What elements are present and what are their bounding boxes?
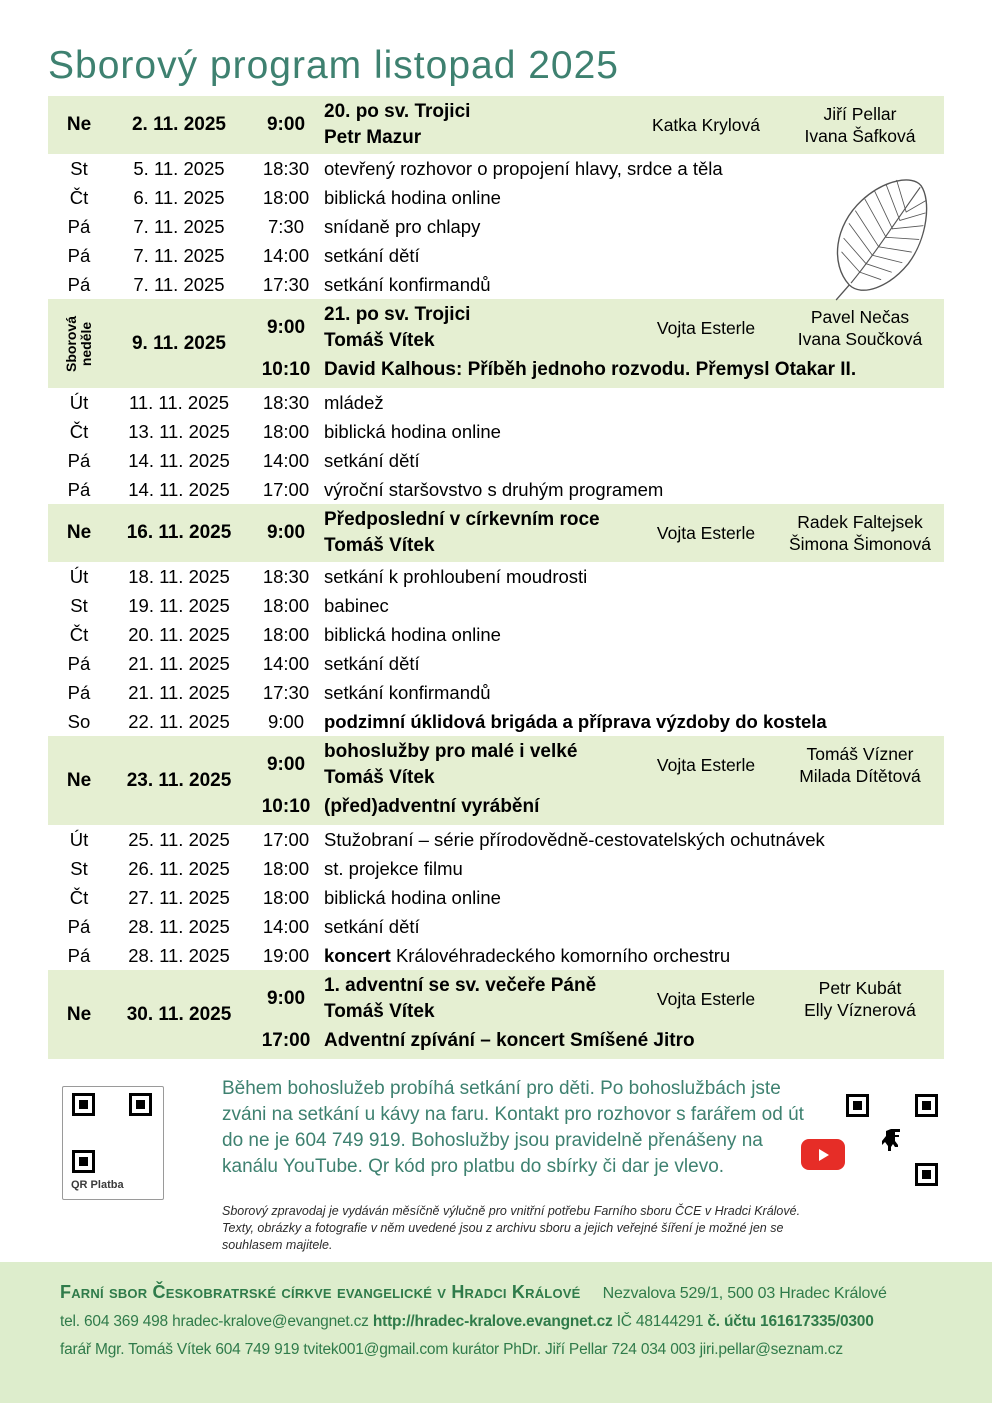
event-cell: setkání dětí	[324, 449, 420, 471]
date-cell: 27. 11. 2025	[128, 886, 230, 908]
date-cell: 14. 11. 2025	[128, 478, 230, 500]
day-cell: Čt	[69, 623, 89, 645]
table-row	[48, 883, 944, 912]
table-row	[48, 417, 944, 446]
event-cell: setkání konfirmandů	[324, 681, 491, 703]
table-row	[48, 591, 944, 620]
entry	[248, 354, 944, 385]
day-cell: St	[70, 857, 88, 879]
time-cell: 14:00	[262, 449, 310, 471]
event-cell: st. projekce filmu	[324, 857, 463, 879]
footer-contact: tel. 604 369 498 hradec-kralove@evangnet.cz	[60, 1313, 373, 1330]
event-cell: setkání dětí	[324, 915, 420, 937]
dino-icon	[878, 1124, 906, 1156]
qr-finder	[129, 1093, 152, 1116]
name-cell: Vojta Esterle	[656, 989, 756, 1009]
church-name: Farní sbor Českobratrské církve evangelické v Hradci Králové	[60, 1282, 581, 1302]
day-cell: So	[67, 710, 91, 732]
qr-finder	[72, 1150, 95, 1173]
time-cell: 18:00	[262, 186, 310, 208]
event-line: 21. po sv. Trojici	[324, 304, 471, 325]
event-line: Tomáš Vítek	[324, 535, 435, 556]
time-cell: 9:00	[266, 522, 306, 543]
event-line: Petr Mazur	[324, 127, 422, 148]
date-cell: 30. 11. 2025	[126, 1003, 232, 1025]
name-cell	[776, 743, 944, 787]
sunday-entries	[248, 302, 944, 385]
date-cell: 21. 11. 2025	[128, 681, 230, 703]
table-row	[48, 241, 944, 270]
name-line: Ivana Součková	[797, 329, 923, 349]
date-cell: 28. 11. 2025	[128, 944, 230, 966]
table-row	[48, 183, 944, 212]
date-cell: 9. 11. 2025	[131, 332, 227, 354]
day-cell	[48, 304, 110, 384]
table-row-sunday	[48, 970, 944, 1059]
event-cell	[324, 302, 636, 354]
day-cell: Pá	[67, 944, 91, 966]
time-cell: 18:00	[262, 857, 310, 879]
date-cell: 23. 11. 2025	[126, 769, 232, 791]
footer-line-1	[60, 1278, 944, 1308]
time-cell: 10:10	[261, 795, 311, 817]
day-cell: Čt	[69, 420, 89, 442]
date-cell: 7. 11. 2025	[133, 273, 225, 295]
day-cell: Pá	[67, 449, 91, 471]
day-cell: Pá	[67, 478, 91, 500]
event-cell: biblická hodina online	[324, 420, 501, 442]
time-cell: 9:00	[266, 988, 306, 1009]
day-cell: Ne	[66, 114, 92, 135]
table-row	[48, 620, 944, 649]
bank-account: č. účtu 161617335/0300	[707, 1313, 874, 1330]
event-cell	[324, 945, 944, 967]
event-line: 20. po sv. Trojici	[324, 101, 471, 122]
day-cell: Ne	[66, 1003, 92, 1025]
name-cell: Vojta Esterle	[656, 523, 756, 543]
time-cell: 10:10	[261, 358, 311, 380]
time-cell: 18:00	[262, 594, 310, 616]
day-cell: St	[70, 157, 88, 179]
name-cell	[776, 511, 944, 555]
table-row	[48, 825, 944, 854]
entry	[248, 973, 944, 1025]
event-cell: výroční staršovstvo s druhým programem	[324, 478, 664, 500]
table-row-sunday	[48, 504, 944, 562]
qr-payment-label: QR Platba	[71, 1179, 124, 1191]
name-cell	[776, 306, 944, 350]
sunday-vertical-label: Sborová neděle	[62, 315, 94, 372]
name-cell: Vojta Esterle	[656, 318, 756, 338]
footer	[0, 1262, 992, 1403]
date-cell: 5. 11. 2025	[133, 157, 225, 179]
time-cell: 9:00	[267, 710, 304, 732]
table-row	[48, 707, 944, 736]
event-rest-part: Královéhradeckého komorního orchestru	[390, 944, 731, 966]
time-cell: 18:00	[262, 886, 310, 908]
event-line: 1. adventní se sv. večeře Páně	[324, 975, 597, 996]
day-cell: Út	[69, 828, 89, 850]
table-row	[48, 562, 944, 591]
day-cell: Pá	[67, 273, 91, 295]
date-cell: 25. 11. 2025	[128, 828, 230, 850]
qr-youtube-code	[846, 1094, 938, 1186]
day-cell: Út	[69, 391, 89, 413]
time-cell: 18:00	[262, 623, 310, 645]
date-cell: 26. 11. 2025	[128, 857, 230, 879]
table-row-sunday	[48, 736, 944, 825]
sunday-entries	[248, 739, 944, 822]
event-cell	[324, 973, 636, 1025]
name-cell: Katka Krylová	[652, 115, 760, 135]
table-row-sunday	[48, 96, 944, 154]
time-cell: 17:00	[262, 478, 310, 500]
date-cell: 22. 11. 2025	[128, 710, 230, 732]
name-cell	[776, 977, 944, 1021]
table-row	[48, 446, 944, 475]
time-cell: 18:00	[262, 420, 310, 442]
date-cell: 14. 11. 2025	[128, 449, 230, 471]
leaf-sketch-icon	[825, 175, 943, 312]
event-line: Tomáš Vítek	[324, 330, 435, 351]
time-cell: 17:00	[262, 828, 310, 850]
qr-finder	[72, 1093, 95, 1116]
event-cell: otevřený rozhovor o propojení hlavy, srdce a těla	[324, 157, 723, 179]
date-cell: 13. 11. 2025	[128, 420, 230, 442]
time-cell: 18:30	[262, 565, 310, 587]
event-cell: Adventní zpívání – koncert Smíšené Jitro	[324, 1029, 695, 1051]
qr-payment-frame	[62, 1086, 164, 1200]
disclaimer-text: Sborový zpravodaj je vydáván měsíčně výlučně pro vnitřní potřebu Farního sboru ČCE v Hradci Králové. Texty, obrázky a fotografie v něm uvedené jsou z archivu sboru a jejich veřejné šíření je možné jen se souhlasem majitele.	[222, 1204, 801, 1252]
qr-finder	[915, 1094, 938, 1117]
event-cell: snídaně pro chlapy	[324, 215, 481, 237]
time-cell: 18:30	[262, 391, 310, 413]
event-cell: mládež	[324, 391, 384, 413]
date-cell: 11. 11. 2025	[128, 391, 230, 413]
event-bold-part: koncert	[324, 944, 391, 966]
table-row	[48, 154, 944, 183]
footer-ic: IČ 48144291	[612, 1313, 708, 1330]
date-cell: 7. 11. 2025	[133, 244, 225, 266]
name-line: Milada Dítětová	[799, 766, 921, 786]
youtube-play-icon	[801, 1139, 845, 1170]
date-cell: 7. 11. 2025	[133, 215, 225, 237]
event-cell: setkání dětí	[324, 244, 420, 266]
qr-payment-code	[72, 1093, 152, 1173]
time-cell: 14:00	[262, 652, 310, 674]
name-line: Petr Kubát	[818, 978, 902, 998]
table-row	[48, 912, 944, 941]
table-row	[48, 854, 944, 883]
time-cell: 14:00	[262, 244, 310, 266]
date-cell: 21. 11. 2025	[128, 652, 230, 674]
time-cell: 9:00	[266, 317, 306, 338]
event-cell: biblická hodina online	[324, 886, 501, 908]
name-line: Tomáš Vízner	[806, 744, 914, 764]
date-cell: 16. 11. 2025	[126, 522, 232, 543]
footer-line-3: farář Mgr. Tomáš Vítek 604 749 919 tvitek001@gmail.com kurátor PhDr. Jiří Pellar 724 034 003 jiri.pellar@seznam.cz	[60, 1341, 843, 1358]
church-address: Nezvalova 529/1, 500 03 Hradec Králové	[602, 1285, 887, 1302]
entry	[248, 791, 944, 822]
name-cell	[776, 103, 944, 147]
table-row	[48, 678, 944, 707]
day-cell: Čt	[69, 186, 89, 208]
time-cell: 14:00	[262, 915, 310, 937]
table-row	[48, 475, 944, 504]
name-line: Jiří Pellar	[823, 104, 897, 124]
name-line: Ivana Šafková	[804, 126, 916, 146]
time-cell: 9:00	[266, 114, 306, 135]
time-cell: 17:30	[262, 681, 310, 703]
day-cell: Pá	[67, 215, 91, 237]
day-cell: Ne	[66, 769, 92, 791]
day-cell: Pá	[67, 915, 91, 937]
table-row	[48, 388, 944, 417]
day-cell: Ne	[66, 522, 92, 543]
church-website-link: http://hradec-kralove.evangnet.cz	[372, 1313, 613, 1330]
time-cell: 19:00	[262, 944, 310, 966]
date-cell: 2. 11. 2025	[131, 114, 227, 135]
event-line: Tomáš Vítek	[324, 1001, 435, 1022]
name-line: Šimona Šimonová	[788, 534, 932, 554]
time-cell: 9:00	[266, 754, 306, 775]
table-row	[48, 941, 944, 970]
table-row	[48, 270, 944, 299]
event-line: Tomáš Vítek	[324, 767, 435, 788]
event-cell: setkání k prohloubení moudrosti	[324, 565, 588, 587]
name-line: Radek Faltejsek	[797, 512, 923, 532]
event-cell: biblická hodina online	[324, 186, 501, 208]
event-cell: Stužobraní – série přírodovědně-cestovatelských ochutnávek	[324, 828, 825, 850]
time-cell: 18:30	[262, 157, 310, 179]
time-cell: 7:30	[267, 215, 304, 237]
table-row-sunday	[48, 299, 944, 388]
event-cell: (před)adventní vyrábění	[324, 795, 540, 817]
qr-finder	[846, 1094, 869, 1117]
name-cell: Vojta Esterle	[656, 755, 756, 775]
footer-line-2	[60, 1308, 944, 1336]
event-cell	[324, 507, 636, 559]
name-line: Pavel Nečas	[810, 307, 910, 327]
event-cell: David Kalhous: Příběh jednoho rozvodu. Přemysl Otakar II.	[324, 358, 857, 380]
event-cell: setkání dětí	[324, 652, 420, 674]
qr-finder	[915, 1163, 938, 1186]
day-cell: Pá	[67, 244, 91, 266]
date-cell: 6. 11. 2025	[133, 186, 225, 208]
event-cell: setkání konfirmandů	[324, 273, 491, 295]
schedule-table	[48, 96, 944, 1059]
event-line: bohoslužby pro malé i velké	[324, 741, 578, 762]
event-cell: biblická hodina online	[324, 623, 501, 645]
event-cell: podzimní úklidová brigáda a příprava výzdoby do kostela	[324, 710, 827, 732]
entry	[248, 739, 944, 791]
day-cell: Čt	[69, 886, 89, 908]
event-cell: babinec	[324, 594, 389, 616]
table-row	[48, 212, 944, 241]
date-cell: 19. 11. 2025	[128, 594, 230, 616]
time-cell: 17:30	[262, 273, 310, 295]
date-cell: 18. 11. 2025	[128, 565, 230, 587]
event-cell	[324, 739, 636, 791]
page-title: Sborový program listopad 2025	[48, 44, 619, 87]
day-cell: Út	[69, 565, 89, 587]
day-cell: Pá	[67, 681, 91, 703]
date-cell: 20. 11. 2025	[128, 623, 230, 645]
name-line: Elly Víznerová	[804, 1000, 916, 1020]
event-cell	[324, 99, 636, 151]
time-cell: 17:00	[261, 1029, 311, 1051]
sunday-entries	[248, 973, 944, 1056]
info-paragraph: Během bohoslužeb probíhá setkání pro děti. Po bohoslužbách jste zváni na setkání u kávy na faru. Kontakt pro rozhovor s farářem od út do ne je 604 749 919. Bohoslužby jsou pravidelně přenášeny na kanálu YouTube. Qr kód pro platbu do sbírky či dar je vlevo.	[222, 1078, 804, 1177]
table-row	[48, 649, 944, 678]
entry	[248, 1025, 944, 1056]
event-line: Předposlední v církevním roce	[324, 509, 600, 530]
date-cell: 28. 11. 2025	[128, 915, 230, 937]
day-cell: Pá	[67, 652, 91, 674]
day-cell: St	[70, 594, 88, 616]
